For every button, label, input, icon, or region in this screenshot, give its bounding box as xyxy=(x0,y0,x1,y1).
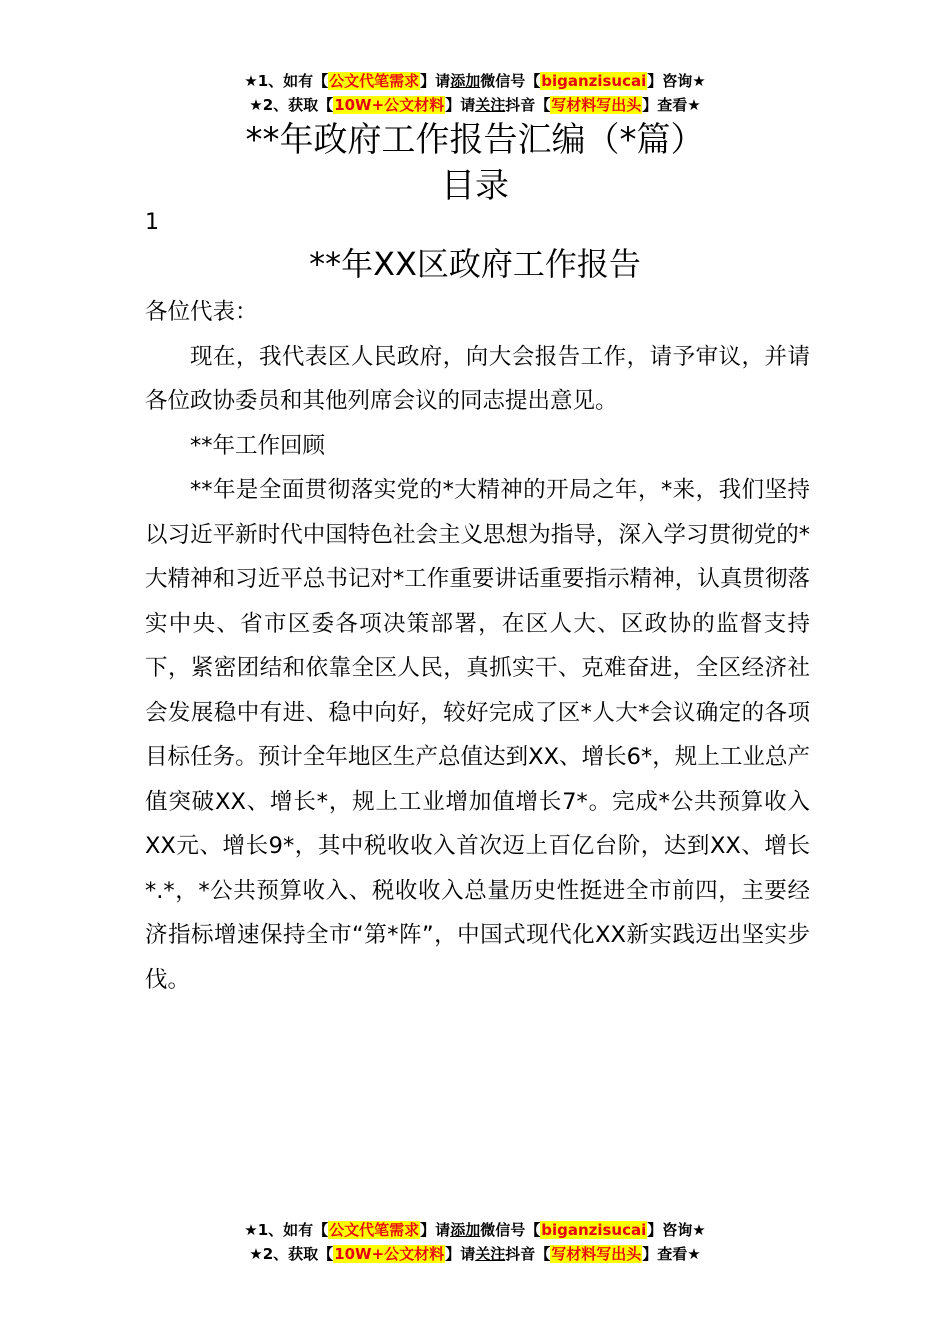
promo-text: 】请 xyxy=(445,1245,476,1263)
promo-prefix: ★1、如有【 xyxy=(244,1221,329,1239)
promo-text: 微信号【 xyxy=(480,72,541,90)
promo-highlight-douyin: 写材料写出头 xyxy=(551,1245,642,1263)
promo-highlight-douyin: 写材料写出头 xyxy=(551,96,642,114)
promo-text: 】咨询★ xyxy=(647,1221,706,1239)
promo-text: 抖音【 xyxy=(505,1245,551,1263)
promo-prefix: ★2、获取【 xyxy=(249,1245,334,1263)
toc-heading: 目录 xyxy=(441,166,509,206)
report-title: **年XX区政府工作报告 xyxy=(309,245,641,283)
promo-text: 抖音【 xyxy=(505,96,551,114)
promo-highlight-materials: 10W+公文材料 xyxy=(334,96,445,114)
promo-prefix: ★2、获取【 xyxy=(249,96,334,114)
document-title: **年政府工作报告汇编（*篇） xyxy=(245,120,705,160)
promo-underlined-add: 添加 xyxy=(450,1221,481,1239)
top-promo-line-2 xyxy=(0,93,950,117)
promo-text: 】请 xyxy=(445,96,476,114)
promo-highlight-materials: 10W+公文材料 xyxy=(334,1245,445,1263)
bottom-promo-line-1 xyxy=(0,1218,950,1242)
section-heading: **年工作回顾 xyxy=(190,432,326,459)
promo-text: 】请 xyxy=(420,1221,451,1239)
promo-prefix: ★1、如有【 xyxy=(244,72,329,90)
promo-underlined-add: 添加 xyxy=(450,72,481,90)
promo-highlight-service: 公文代笔需求 xyxy=(329,72,420,90)
paragraph-intro: 现在，我代表区人民政府，向大会报告工作，请予审议，并请各位政协委员和其他列席会议的同志提出意见。 xyxy=(145,343,810,414)
top-promo-line-1 xyxy=(0,69,950,93)
toc-number: 1 xyxy=(145,210,159,235)
promo-text: 微信号【 xyxy=(480,1221,541,1239)
promo-text: 】咨询★ xyxy=(647,72,706,90)
promo-highlight-wechat-id: biganzisucai xyxy=(541,1221,647,1239)
promo-highlight-service: 公文代笔需求 xyxy=(329,1221,420,1239)
promo-text: 】查看★ xyxy=(642,96,701,114)
salutation: 各位代表： xyxy=(145,299,258,325)
promo-highlight-wechat-id: biganzisucai xyxy=(541,72,647,90)
report-body xyxy=(145,290,810,1002)
promo-underlined-follow: 关注 xyxy=(475,1245,506,1263)
promo-text: 】请 xyxy=(420,72,451,90)
paragraph-review: **年是全面贯彻落实党的*大精神的开局之年，*来，我们坚持以习近平新时代中国特色社会主义思想为指导，深入学习贯彻党的*大精神和习近平总书记对*工作重要讲话重要指示精神，认真贯彻落实中央、省市区委各项决策部署，在区人大、区政协的监督支持下，紧密团结和依靠全区人民，真抓实干、克难奋进，全区经济社会发展稳中有进、稳中向好，较好完成了区*人大*会议确定的各项目标任务。预计全年地区生产总值达到XX、增长6*，规上工业总产值突破XX、增长*，规上工业增加值增长7*。完成*公共预算收入XX元、增长9*，其中税收收入首次迈上百亿台阶，达到XX、增长*.*，*公共预算收入、税收收入总量历史性挺进全市前四，主要经济指标增速保持全市“第*阵”，中国式现代化XX新实践迈出坚实步伐。 xyxy=(145,477,810,993)
bottom-promo-line-2 xyxy=(0,1242,950,1266)
promo-text: 】查看★ xyxy=(642,1245,701,1263)
promo-underlined-follow: 关注 xyxy=(475,96,506,114)
